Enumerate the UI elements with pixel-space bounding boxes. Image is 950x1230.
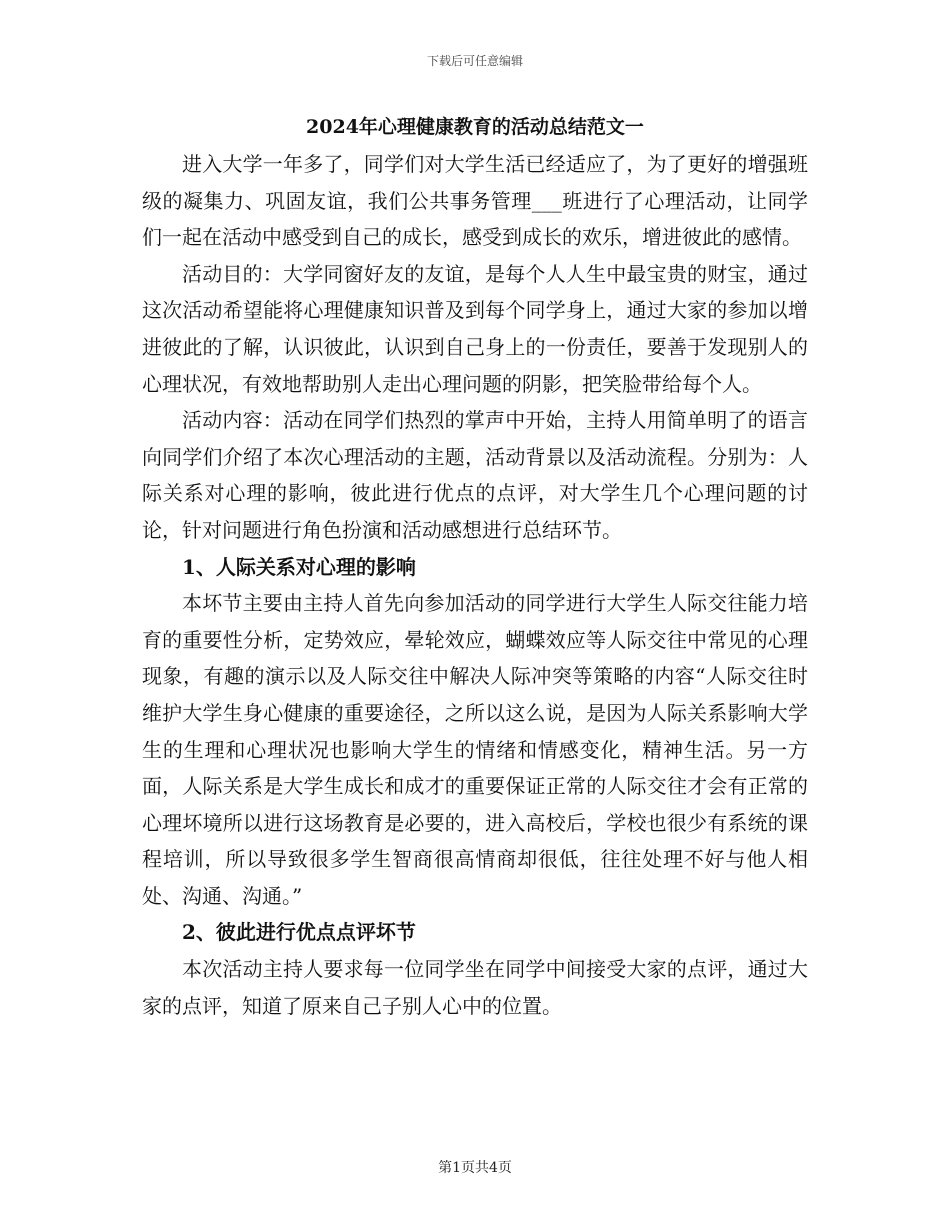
- section-body-2: 本次活动主持人要求每一位同学坐在同学中间接受大家的点评，通过大家的点评，知道了原来自己子别人心中的位置。: [142, 957, 808, 1018]
- section-heading-2: 2、彼此进行优点点评坏节: [182, 920, 416, 945]
- paragraph-intro: 进入大学一年多了，同学们对大学生活已经适应了，为了更好的增强班级的凝集力、巩固友谊，我们公共事务管理___班进行了心理活动，让同学们一起在活动中感受到自己的成长，感受到成长的欢乐，增进彼此的感情。: [142, 152, 808, 250]
- paragraph-purpose: 活动目的：大学同窗好友的友谊，是每个人人生中最宝贵的财宝，通过这次活动希望能将心理健康知识普及到每个同学身上，通过大家的参加以增进彼此的了解，认识彼此，认识到自己身上的一份责任，要善于发现别人的心理状况，有效地帮助别人走出心理问题的阴影，把笑脸带给每个人。: [142, 261, 808, 396]
- document-body: [142, 112, 808, 1024]
- paragraph-content: 活动内容：活动在同学们热烈的掌声中开始，主持人用简单明了的语言向同学们介绍了本次心理活动的主题，活动背景以及活动流程。分别为：人际关系对心理的影响，彼此进行优点的点评，对大学生几个心理问题的讨论，针对问题进行角色扮演和活动感想进行总结环节。: [142, 408, 808, 542]
- document-title: 2024年心理健康教育的活动总结范文一: [306, 116, 644, 138]
- section-body-1: 本坏节主要由主持人首先向参加活动的同学进行大学生人际交往能力培育的重要性分析，定势效应，晕轮效应，蝴蝶效应等人际交往中常见的心理现象，有趣的演示以及人际交往中解决人际冲突等策略的内容“人际交往时维护大学生身心健康的重要途径，之所以这么说，是因为人际关系影响大学生的生理和心理状况也影响大学生的情绪和情感变化，精神生活。另一方面，人际关系是大学生成长和成才的重要保证正常的人际交往才会有正常的心理坏境所以进行这场教育是必要的，进入高校后，学校也很少有系统的课程培训，所以导致很多学生智商很高情商却很低，往往处理不好与他人相处、沟通、沟通。”: [142, 591, 808, 908]
- header-note: 下载后可任意编辑: [426, 54, 523, 68]
- section-heading-1: 1、人际关系对心理的影响: [182, 554, 416, 579]
- page-number: 第1页共4页: [438, 1160, 512, 1176]
